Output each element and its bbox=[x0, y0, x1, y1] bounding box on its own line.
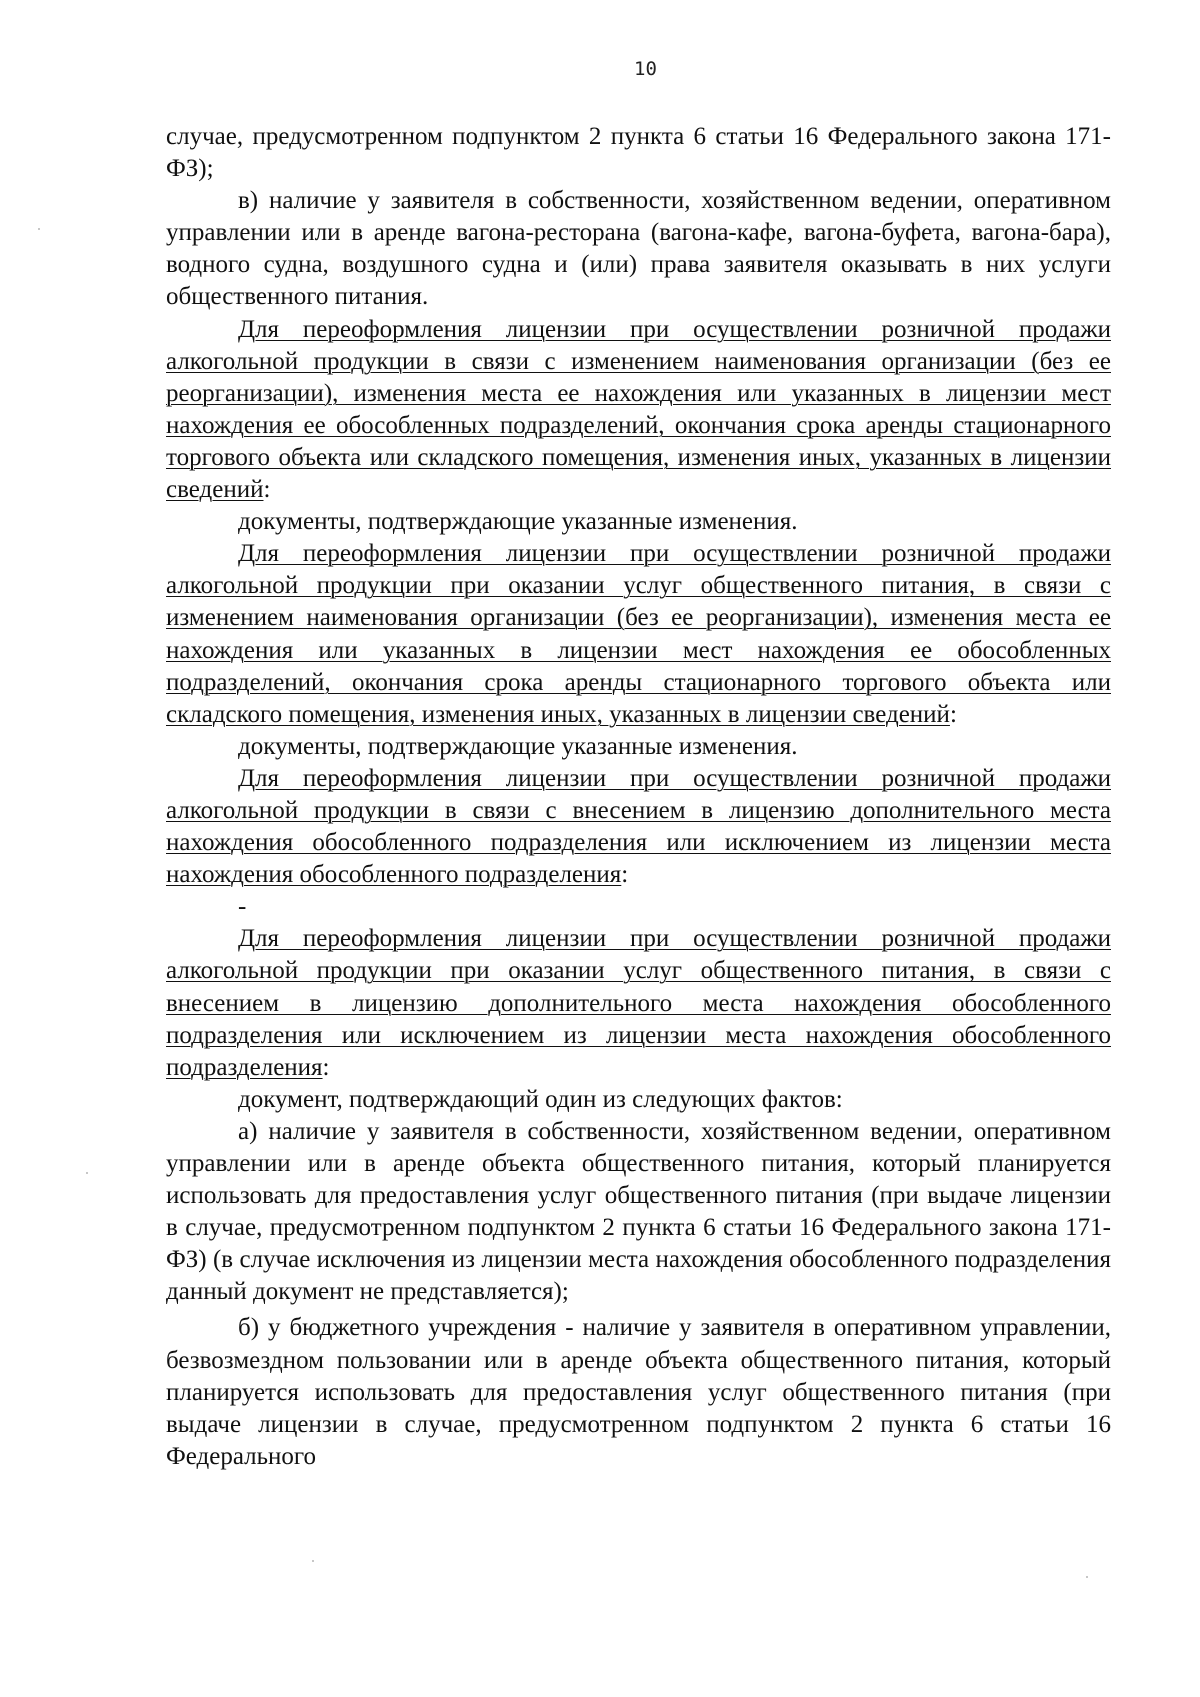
paragraph-document-facts bbox=[166, 1084, 1111, 1116]
section-heading-underlined bbox=[166, 314, 1111, 507]
paragraph-documents bbox=[166, 731, 1111, 763]
heading-colon: : bbox=[322, 1053, 330, 1081]
paragraph-text: в) наличие у заявителя в собственности, хозяйственном ведении, оперативном управлении или в аренде вагона-ресторана (вагона-кафе, вагона-буфета, вагона-бара), водного судна, воздушного судна и (или) права заявителя оказывать в них услуги общественного питания. bbox=[166, 187, 1111, 311]
scan-speck bbox=[38, 228, 40, 230]
heading-colon: : bbox=[621, 861, 629, 889]
paragraph-text: б) у бюджетного учреждения - наличие у заявителя в оперативном управлении, безвозмездном пользовании или в аренде объекта общественного питания, который планируется использовать для предоставления услуг общественного питания (при выдаче лицензии в случае, предусмотренном подпунктом 2 пункта 6 статьи 16 Федерального bbox=[166, 1314, 1111, 1470]
paragraph-text: документ, подтверждающий один из следующих фактов: bbox=[238, 1085, 843, 1113]
scan-speck bbox=[86, 1172, 88, 1174]
heading-colon: : bbox=[263, 476, 271, 504]
list-item-v bbox=[166, 185, 1111, 313]
underlined-heading-text: Для переоформления лицензии при осуществлении розничной продажи алкогольной продукции в связи с внесением в лицензию дополнительного места нахождения обособленного подразделения или исключением из лицензии места нахождения обособленного подразделения bbox=[166, 764, 1111, 889]
document-body bbox=[166, 121, 1111, 1473]
section-heading-underlined bbox=[166, 538, 1111, 731]
section-heading-underlined bbox=[166, 763, 1111, 891]
section-heading-underlined bbox=[166, 923, 1111, 1083]
paragraph-text: документы, подтверждающие указанные изменения. bbox=[238, 508, 798, 536]
page-number: 10 bbox=[634, 58, 657, 80]
paragraph-text: а) наличие у заявителя в собственности, хозяйственном ведении, оперативном управлении или в аренде объекта общественного питания, который планируется использовать для предоставления услуг общественного питания (при выдаче лицензии в случае, предусмотренном подпунктом 2 пункта 6 статьи 16 Федерального закона 171-ФЗ) (в случае исключения из лицензии места нахождения обособленного подразделения данный документ не представляется); bbox=[166, 1117, 1111, 1306]
list-item-a bbox=[166, 1116, 1111, 1309]
paragraph-text: документы, подтверждающие указанные изменения. bbox=[238, 732, 798, 760]
list-item-b bbox=[166, 1312, 1111, 1472]
dash-text: - bbox=[238, 893, 247, 921]
heading-colon: : bbox=[949, 700, 957, 728]
underlined-heading-text: Для переоформления лицензии при осуществлении розничной продажи алкогольной продукции при оказании услуг общественного питания, в связи с внесением в лицензию дополнительного места нахождения обособленного подразделения или исключением из лицензии места нахождения обособленного подразделения bbox=[166, 925, 1111, 1081]
scan-speck bbox=[1086, 1576, 1088, 1578]
dash-line bbox=[166, 891, 1111, 923]
underlined-heading-text: Для переоформления лицензии при осуществлении розничной продажи алкогольной продукции в связи с изменением наименования организации (без ее реорганизации), изменения места ее нахождения или указанных в лицензии мест нахождения ее обособленных подразделений, окончания срока аренды стационарного торгового объекта или складского помещения, изменения иных, указанных в лицензии сведений bbox=[166, 315, 1111, 504]
paragraph-documents bbox=[166, 506, 1111, 538]
scan-speck bbox=[312, 1560, 314, 1562]
paragraph-continuation bbox=[166, 121, 1111, 185]
underlined-heading-text: Для переоформления лицензии при осуществлении розничной продажи алкогольной продукции при оказании услуг общественного питания, в связи с изменением наименования организации (без ее реорганизации), изменения места ее нахождения или указанных в лицензии мест нахождения ее обособленных подразделений, окончания срока аренды стационарного торгового объекта или складского помещения, изменения иных, указанных в лицензии сведений bbox=[166, 540, 1111, 728]
paragraph-text: случае, предусмотренном подпунктом 2 пункта 6 статьи 16 Федерального закона 171-ФЗ); bbox=[166, 123, 1111, 183]
